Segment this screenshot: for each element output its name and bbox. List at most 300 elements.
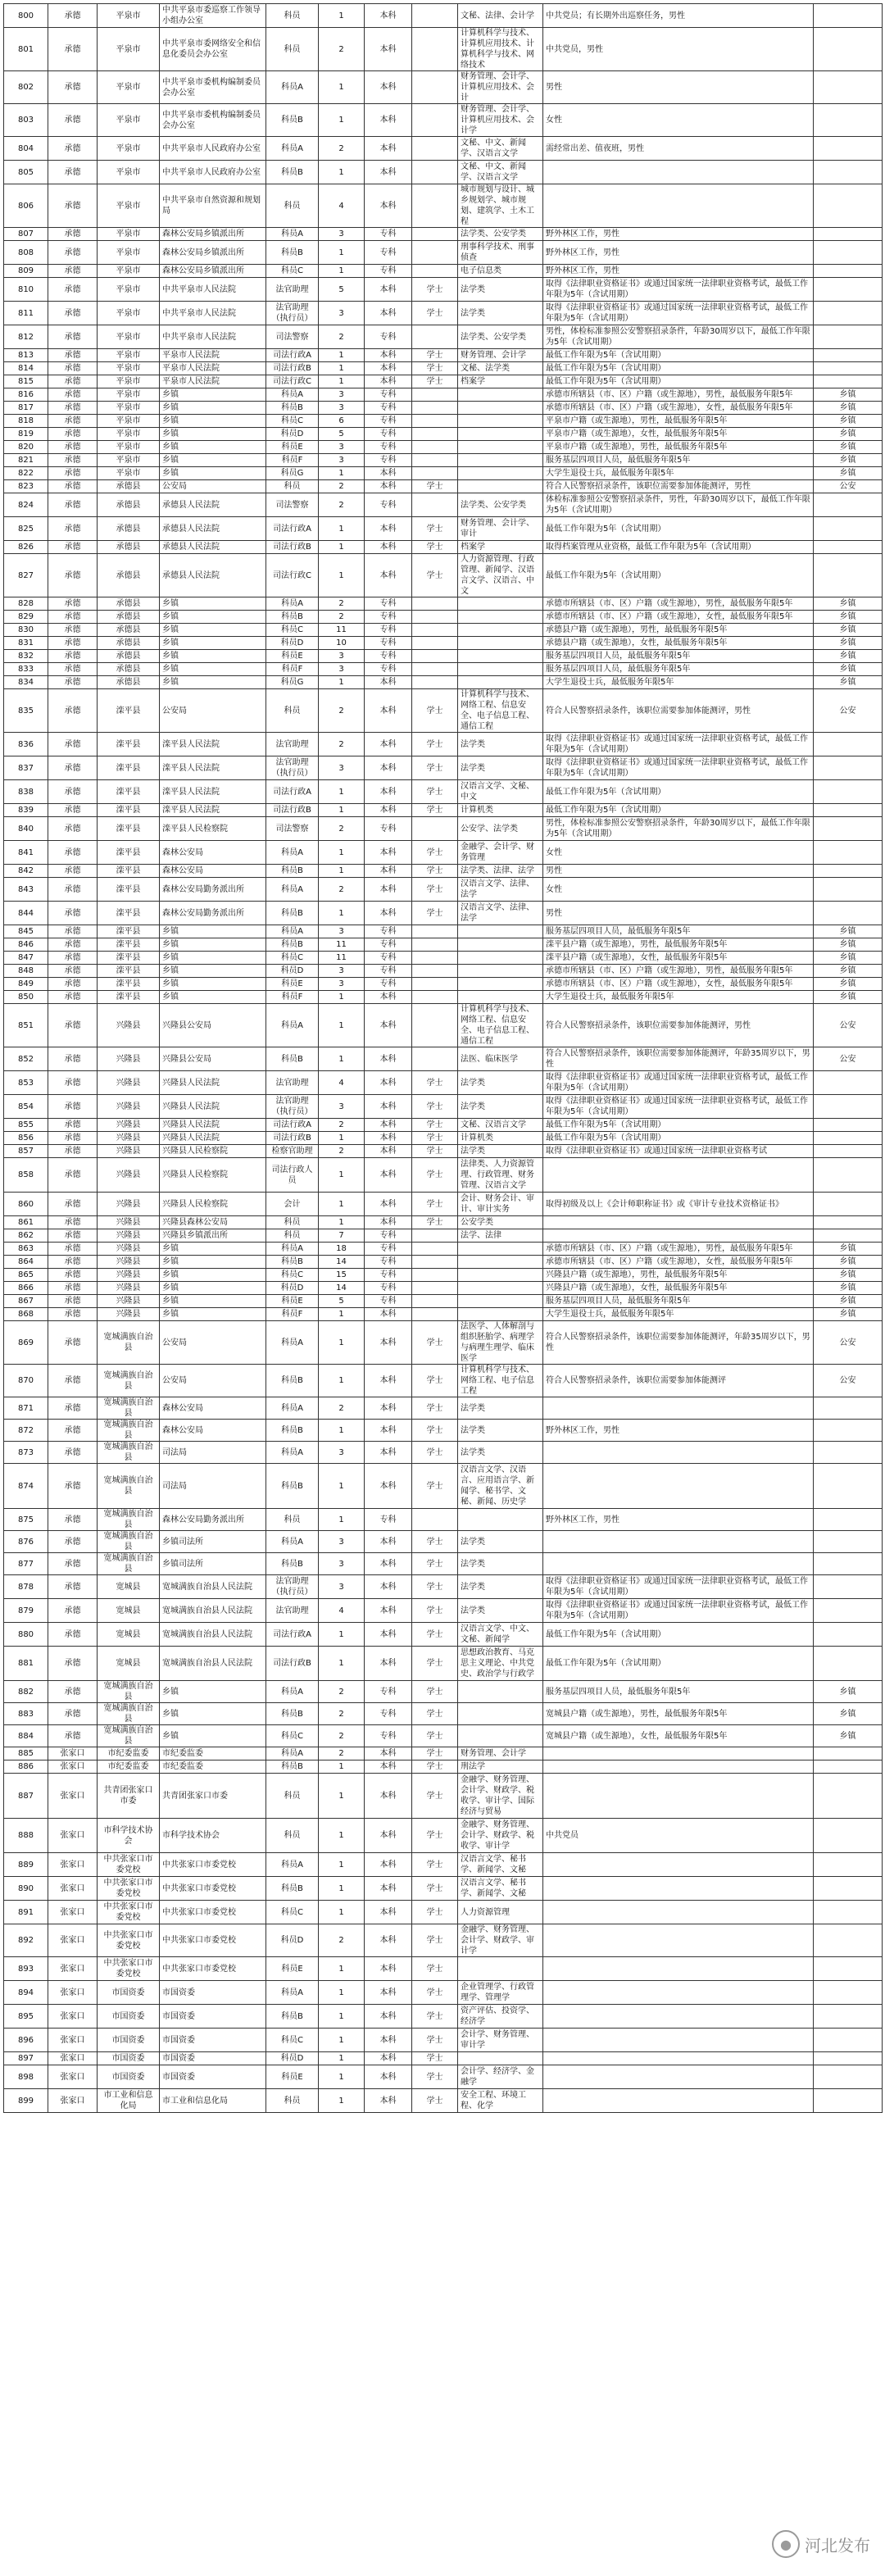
cell-city: 承德 [48,137,98,161]
cell-education: 本科 [365,71,412,104]
table-row [4,1095,883,1119]
cell-position: 科员C [266,415,319,428]
cell-category: 公安 [814,1321,883,1365]
cell-major: 人力资源管理 [458,1901,543,1924]
table-row [4,1216,883,1229]
cell-degree [412,991,458,1004]
table-row [4,1282,883,1295]
cell-county: 宽城满族自治县 [98,1420,160,1442]
cell-county: 滦平县 [98,902,160,925]
cell-category: 乡镇 [814,441,883,454]
cell-position: 检察官助理 [266,1145,319,1158]
cell-major: 财务管理、会计学、计算机应用技术、会计学 [458,104,543,137]
cell-requirements: 男性 [543,865,814,878]
cell-requirements: 取得《法律职业资格证书》或通过国家统一法律职业资格考试，最低工作年限为5年（含试用期） [543,1071,814,1095]
cell-row-number: 897 [4,2052,48,2065]
cell-county: 平泉市 [98,402,160,415]
cell-education: 专科 [365,1282,412,1295]
cell-headcount: 1 [319,1216,365,1229]
cell-education: 专科 [365,241,412,265]
cell-degree: 学士 [412,1981,458,2005]
cell-city: 承德 [48,676,98,689]
cell-county: 滦平县 [98,925,160,938]
chat-bubble-icon: ● [772,2530,800,2558]
cell-major [458,624,543,637]
cell-major [458,1256,543,1269]
cell-category: 乡镇 [814,952,883,965]
cell-major [458,480,543,493]
cell-city: 承德 [48,1119,98,1132]
cell-county: 兴隆县 [98,1095,160,1119]
cell-requirements [543,1397,814,1420]
cell-position: 科员A [266,597,319,611]
cell-degree [412,441,458,454]
cell-degree: 学士 [412,517,458,541]
cell-major [458,1957,543,1981]
cell-requirements: 符合人民警察招录条件，该职位需要参加体能测评 [543,1365,814,1397]
cell-city: 承德 [48,1623,98,1647]
cell-department: 平泉市人民法院 [160,375,266,388]
cell-degree [412,28,458,71]
cell-requirements: 符合人民警察招录条件，该职位需要参加体能测评，男性 [543,1004,814,1047]
cell-category [814,1924,883,1957]
watermark-text: 河北发布 [805,2535,870,2556]
table-row [4,1531,883,1553]
cell-city: 承德 [48,841,98,865]
cell-requirements [543,1901,814,1924]
cell-category [814,1553,883,1575]
cell-degree: 学士 [412,541,458,554]
cell-county: 平泉市 [98,375,160,388]
cell-requirements: 最低工作年限为5年（含试用期） [543,804,814,817]
cell-department: 森林公安局 [160,1420,266,1442]
cell-city: 承德 [48,1647,98,1681]
cell-city: 承德 [48,1308,98,1321]
cell-city: 承德 [48,1321,98,1365]
cell-headcount: 3 [319,663,365,676]
cell-requirements: 最低工作年限为5年（含试用期） [543,375,814,388]
cell-position: 科员C [266,952,319,965]
cell-department: 中共平泉市委机构编制委员会办公室 [160,71,266,104]
cell-major: 文秘、法律、会计学 [458,4,543,28]
cell-city: 承德 [48,1531,98,1553]
cell-position: 科员A [266,1321,319,1365]
cell-degree: 学士 [412,1853,458,1877]
cell-category [814,493,883,517]
cell-row-number: 896 [4,2029,48,2052]
cell-headcount: 2 [319,817,365,841]
cell-degree [412,415,458,428]
cell-headcount: 1 [319,375,365,388]
cell-city: 承德 [48,1193,98,1216]
cell-category [814,265,883,278]
cell-row-number: 861 [4,1216,48,1229]
cell-department: 兴隆县森林公安局 [160,1216,266,1229]
cell-category [814,1095,883,1119]
cell-headcount: 3 [319,965,365,978]
cell-city: 张家口 [48,1747,98,1760]
table-row [4,1193,883,1216]
cell-department: 宽城满族自治县人民法院 [160,1623,266,1647]
cell-category [814,817,883,841]
cell-education: 专科 [365,952,412,965]
cell-row-number: 866 [4,1282,48,1295]
cell-headcount: 2 [319,137,365,161]
cell-requirements: 最低工作年限为5年（含试用期） [543,349,814,362]
cell-education: 专科 [365,1295,412,1308]
cell-category [814,865,883,878]
cell-city: 承德 [48,733,98,756]
cell-row-number: 893 [4,1957,48,1981]
cell-county: 平泉市 [98,349,160,362]
table-row [4,1464,883,1509]
cell-category: 乡镇 [814,676,883,689]
cell-degree [412,1282,458,1295]
cell-row-number: 898 [4,2065,48,2089]
cell-city: 承德 [48,302,98,325]
cell-education: 本科 [365,184,412,228]
cell-education: 本科 [365,1145,412,1158]
cell-major: 计算机科学与技术、网络工程、信息安全、电子信息工程、通信工程 [458,689,543,733]
cell-major: 汉语言文学、法律、法学 [458,902,543,925]
table-row [4,541,883,554]
cell-degree [412,1229,458,1243]
table-row [4,878,883,902]
cell-major [458,1308,543,1321]
table-row [4,1256,883,1269]
cell-city: 承德 [48,902,98,925]
cell-department: 宽城满族自治县人民法院 [160,1647,266,1681]
cell-department: 承德县人民法院 [160,517,266,541]
cell-row-number: 817 [4,402,48,415]
cell-city: 承德 [48,1095,98,1119]
cell-requirements [543,2052,814,2065]
cell-department: 中共张家口市委党校 [160,1924,266,1957]
cell-row-number: 863 [4,1243,48,1256]
cell-county: 平泉市 [98,454,160,467]
cell-category [814,1145,883,1158]
cell-major: 企业管理学、行政管理学、管理学 [458,1981,543,2005]
cell-headcount: 14 [319,1256,365,1269]
cell-education: 本科 [365,1420,412,1442]
cell-row-number: 811 [4,302,48,325]
cell-category [814,1071,883,1095]
cell-position: 科员B [266,611,319,624]
cell-major: 法学类 [458,1397,543,1420]
cell-county: 滦平县 [98,991,160,1004]
cell-department: 市国资委 [160,2029,266,2052]
cell-major: 法学类 [458,1095,543,1119]
table-row [4,1901,883,1924]
cell-headcount: 1 [319,1901,365,1924]
cell-county: 兴隆县 [98,1229,160,1243]
cell-position: 科员A [266,228,319,241]
cell-county: 市纪委监委 [98,1760,160,1774]
cell-degree: 学士 [412,1760,458,1774]
cell-headcount: 2 [319,1747,365,1760]
cell-county: 宽城满族自治县 [98,1553,160,1575]
cell-education: 专科 [365,1703,412,1725]
cell-category [814,28,883,71]
cell-city: 承德 [48,1553,98,1575]
cell-county: 共青团张家口市委 [98,1774,160,1819]
cell-city: 承德 [48,415,98,428]
cell-county: 滦平县 [98,804,160,817]
cell-department: 司法局 [160,1464,266,1509]
cell-county: 兴隆县 [98,1216,160,1229]
cell-headcount: 15 [319,1269,365,1282]
cell-education: 本科 [365,517,412,541]
cell-department: 滦平县人民法院 [160,804,266,817]
table-row [4,1725,883,1747]
table-row [4,978,883,991]
cell-city: 承德 [48,938,98,952]
cell-county: 承德县 [98,541,160,554]
cell-major: 法学类 [458,1599,543,1623]
cell-category: 公安 [814,1365,883,1397]
table-row [4,756,883,780]
cell-position: 司法行政A [266,349,319,362]
cell-degree: 学士 [412,2089,458,2113]
cell-position: 科员 [266,2089,319,2113]
cell-education: 本科 [365,1047,412,1071]
cell-category [814,161,883,184]
table-row [4,925,883,938]
cell-county: 平泉市 [98,388,160,402]
cell-requirements: 男性，体检标准参照公安警察招录条件，年龄30周岁以下，最低工作年限为5年（含试用期） [543,325,814,349]
cell-requirements: 承德县户籍（或生源地），女性，最低服务年限5年 [543,637,814,650]
cell-requirements [543,1229,814,1243]
cell-position: 司法行政C [266,375,319,388]
cell-city: 承德 [48,1269,98,1282]
cell-row-number: 892 [4,1924,48,1957]
cell-county: 滦平县 [98,841,160,865]
cell-degree [412,388,458,402]
cell-education: 本科 [365,804,412,817]
cell-education: 专科 [365,493,412,517]
cell-department: 乡镇 [160,1243,266,1256]
cell-requirements: 滦平县户籍（或生源地），女性，最低服务年限5年 [543,952,814,965]
cell-city: 承德 [48,480,98,493]
cell-requirements: 宽城县户籍（或生源地），男性，最低服务年限5年 [543,1703,814,1725]
cell-position: 法官助理（执行员） [266,756,319,780]
cell-degree: 学士 [412,865,458,878]
cell-category: 乡镇 [814,991,883,1004]
cell-requirements: 承德市所辖县（市、区）户籍（或生源地），男性，最低服务年限5年 [543,965,814,978]
cell-education: 本科 [365,902,412,925]
cell-degree: 学士 [412,1599,458,1623]
cell-county: 承德县 [98,637,160,650]
table-row [4,1145,883,1158]
cell-position: 科员D [266,1924,319,1957]
table-row [4,1599,883,1623]
cell-department: 市国资委 [160,2052,266,2065]
cell-headcount: 10 [319,637,365,650]
cell-county: 宽城满族自治县 [98,1397,160,1420]
table-row [4,597,883,611]
table-row [4,865,883,878]
cell-degree: 学士 [412,278,458,302]
cell-city: 承德 [48,952,98,965]
cell-category: 公安 [814,1047,883,1071]
cell-headcount: 2 [319,493,365,517]
cell-row-number: 801 [4,28,48,71]
cell-county: 承德县 [98,624,160,637]
cell-county: 宽城满族自治县 [98,1681,160,1703]
cell-headcount: 3 [319,388,365,402]
cell-county: 兴隆县 [98,1047,160,1071]
cell-city: 承德 [48,1229,98,1243]
cell-requirements: 平泉市户籍（或生源地），男性，最低服务年限5年 [543,415,814,428]
cell-degree: 学士 [412,689,458,733]
cell-row-number: 867 [4,1295,48,1308]
cell-department: 乡镇 [160,1282,266,1295]
table-row [4,2029,883,2052]
cell-category: 乡镇 [814,1282,883,1295]
cell-position: 科员C [266,624,319,637]
cell-category [814,71,883,104]
cell-city: 承德 [48,1145,98,1158]
cell-education: 本科 [365,780,412,804]
cell-city: 承德 [48,1681,98,1703]
table-row [4,1321,883,1365]
cell-row-number: 831 [4,637,48,650]
cell-position: 科员B [266,1256,319,1269]
cell-major: 法学类 [458,756,543,780]
cell-row-number: 845 [4,925,48,938]
cell-education: 本科 [365,865,412,878]
cell-row-number: 865 [4,1269,48,1282]
table-row [4,965,883,978]
cell-major [458,611,543,624]
cell-category: 乡镇 [814,1269,883,1282]
cell-category: 乡镇 [814,637,883,650]
cell-county: 滦平县 [98,952,160,965]
cell-county: 中共张家口市委党校 [98,1957,160,1981]
cell-category [814,1509,883,1531]
cell-major [458,415,543,428]
cell-position: 科员A [266,925,319,938]
cell-county: 兴隆县 [98,1256,160,1269]
table-row [4,228,883,241]
cell-city: 承德 [48,780,98,804]
cell-department: 乡镇 [160,1681,266,1703]
cell-position: 科员E [266,441,319,454]
cell-position: 科员C [266,2029,319,2052]
cell-major: 文秘、汉语言文学 [458,1119,543,1132]
cell-major: 档案学 [458,541,543,554]
cell-major: 法学类、公安学类 [458,493,543,517]
cell-headcount: 1 [319,865,365,878]
cell-city: 承德 [48,978,98,991]
cell-department: 中共平泉市人民政府办公室 [160,161,266,184]
cell-major [458,965,543,978]
cell-row-number: 880 [4,1623,48,1647]
cell-degree: 学士 [412,1819,458,1853]
table-row [4,1308,883,1321]
cell-major: 法学类 [458,733,543,756]
cell-headcount: 1 [319,1647,365,1681]
cell-major: 会计、财务会计、审计、审计实务 [458,1193,543,1216]
cell-category [814,1158,883,1193]
cell-county: 承德县 [98,554,160,597]
cell-county: 平泉市 [98,241,160,265]
table-row [4,480,883,493]
cell-degree [412,104,458,137]
cell-position: 科员D [266,1282,319,1295]
cell-degree: 学士 [412,878,458,902]
cell-headcount: 6 [319,415,365,428]
cell-city: 承德 [48,325,98,349]
cell-category [814,2089,883,2113]
cell-row-number: 826 [4,541,48,554]
cell-degree: 学士 [412,1774,458,1819]
cell-degree [412,241,458,265]
cell-category [814,541,883,554]
table-row [4,1819,883,1853]
cell-category [814,2065,883,2089]
cell-city: 承德 [48,991,98,1004]
cell-position: 科员E [266,650,319,663]
cell-major: 法学类 [458,1531,543,1553]
cell-requirements: 取得《法律职业资格证书》或通过国家统一法律职业资格考试，最低工作年限为5年（含试用期） [543,1575,814,1599]
cell-county: 中共张家口市委党校 [98,1877,160,1901]
table-row [4,650,883,663]
cell-degree: 学士 [412,780,458,804]
table-row [4,1553,883,1575]
cell-department: 公安局 [160,480,266,493]
table-row [4,554,883,597]
cell-major: 刑法学 [458,1760,543,1774]
cell-position: 科员 [266,1229,319,1243]
cell-education: 本科 [365,878,412,902]
cell-education: 本科 [365,1981,412,2005]
cell-major: 金融学、财务管理、会计学、财政学、税收学、审计学 [458,1819,543,1853]
cell-requirements: 女性 [543,878,814,902]
cell-county: 宽城县 [98,1623,160,1647]
cell-row-number: 878 [4,1575,48,1599]
cell-row-number: 839 [4,804,48,817]
cell-education: 本科 [365,1308,412,1321]
cell-city: 承德 [48,663,98,676]
cell-position: 科员B [266,1047,319,1071]
cell-department: 中共平泉市委网络安全和信息化委员会办公室 [160,28,266,71]
table-row [4,1760,883,1774]
cell-row-number: 895 [4,2005,48,2029]
cell-requirements: 服务基层四项目人员，最低服务年限5年 [543,925,814,938]
cell-department: 兴隆县人民法院 [160,1119,266,1132]
cell-category [814,278,883,302]
cell-department: 乡镇 [160,1256,266,1269]
cell-row-number: 815 [4,375,48,388]
cell-county: 平泉市 [98,4,160,28]
cell-degree: 学士 [412,2052,458,2065]
cell-department: 乡镇 [160,597,266,611]
cell-major: 汉语言文学、汉语言、应用语言学、新闻学、秘书学、文秘、新闻、历史学 [458,1464,543,1509]
cell-degree [412,637,458,650]
cell-requirements: 服务基层四项目人员，最低服务年限5年 [543,1295,814,1308]
cell-county: 平泉市 [98,467,160,480]
cell-category [814,1819,883,1853]
cell-category [814,1647,883,1681]
cell-department: 乡镇 [160,454,266,467]
cell-department: 兴隆县公安局 [160,1004,266,1047]
cell-row-number: 868 [4,1308,48,1321]
cell-requirements: 取得《法律职业资格证书》或通过国家统一法律职业资格考试，最低工作年限为5年（含试用期） [543,756,814,780]
cell-category [814,1132,883,1145]
cell-education: 本科 [365,841,412,865]
cell-city: 承德 [48,161,98,184]
